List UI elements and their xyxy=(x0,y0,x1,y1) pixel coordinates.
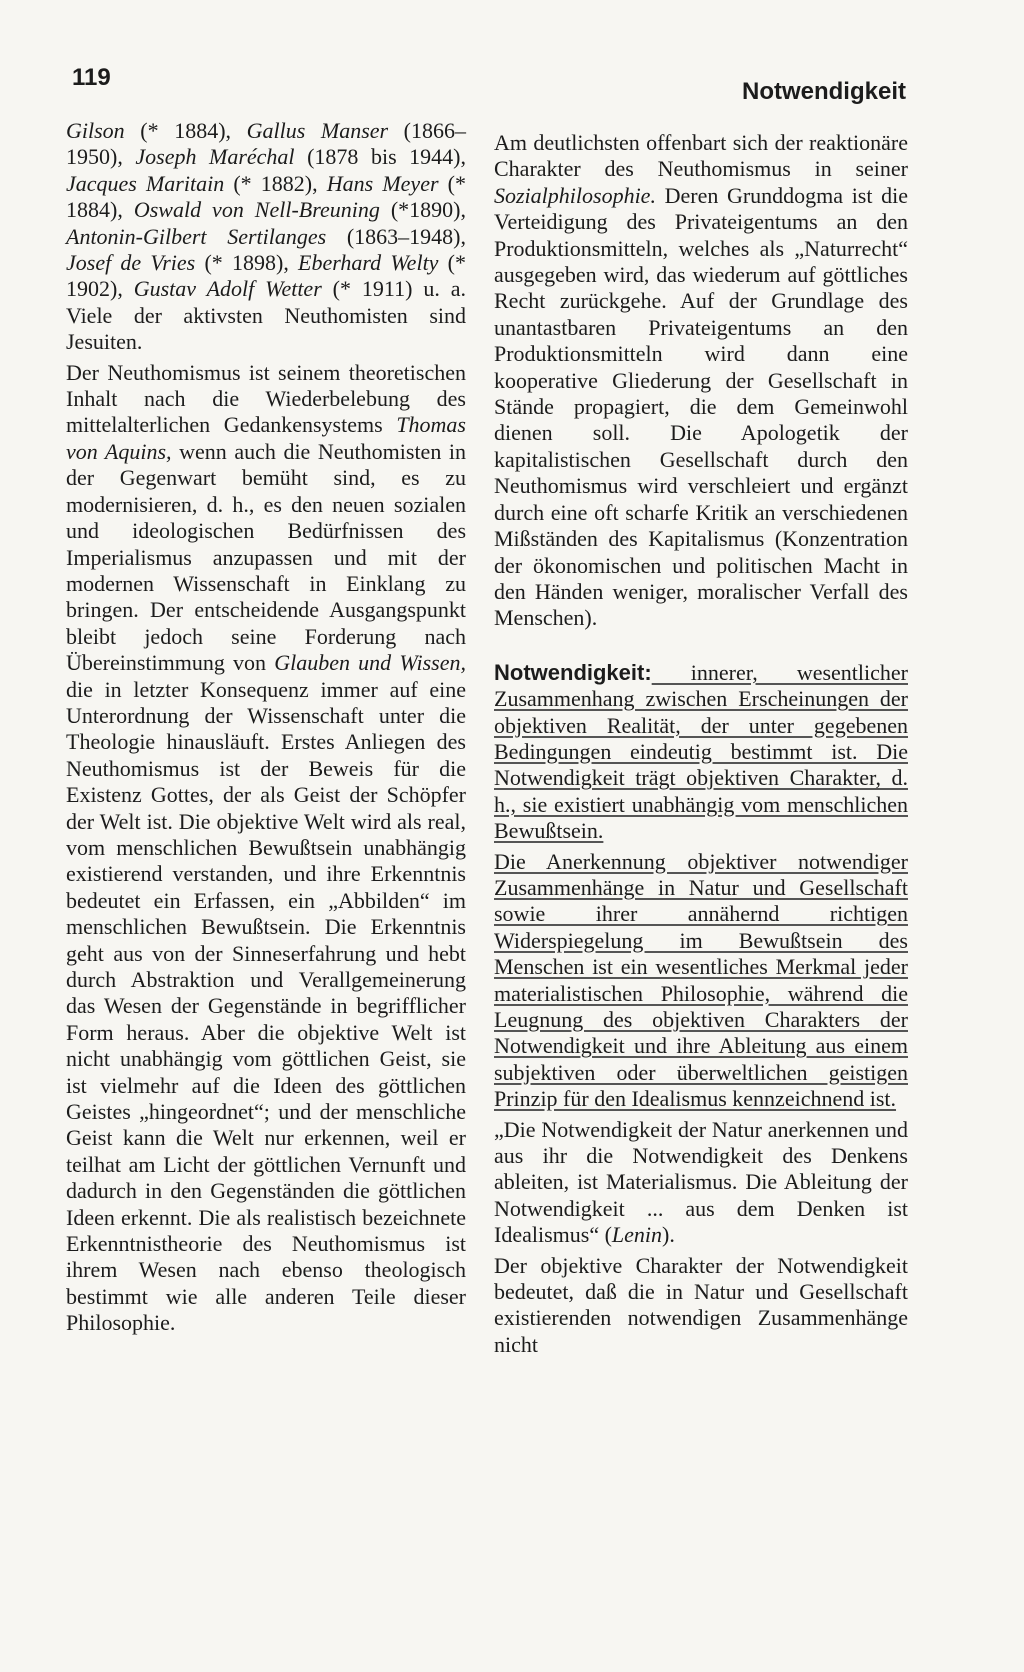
objective-character-paragraph: Der objektive Charakter der Notwendigkeit bedeutet, daß die in Natur und Gesellschaft existierenden notwendigen Zusammenhänge nicht xyxy=(494,1252,908,1357)
page-number: 119 xyxy=(72,64,111,91)
text-run: (* 1882), xyxy=(224,170,327,196)
text-run: Der Neuthomismus ist seinem theoretischen Inhalt nach die Wiederbelebung des mittelalterlichen Gedankensystems xyxy=(66,359,466,438)
quote-text: „Die Notwendigkeit der Natur anerkennen und aus ihr die Notwendigkeit des Denkens ableiten, ist Materialismus. Die Ableitung der Notwendigkeit ... aus dem Denken ist Idealismus“ ( xyxy=(494,1116,908,1248)
running-head: Notwendigkeit xyxy=(741,78,906,105)
text-run: wenn auch die Neuthomisten in der Gegenwart bemüht sind, es zu modernisieren, d. h., es den neuen sozialen und ideologischen Bedürfnissen des Imperialismus anzupassen und mit der modernen Wissenschaft in Einklang zu bringen. Der entscheidende Ausgangspunkt bleibt jedoch seine Forderung nach Übereinstimmung von xyxy=(66,438,466,676)
emphasis: Thomas von Aquins, xyxy=(66,412,466,464)
recognition-paragraph xyxy=(494,849,908,1113)
dictionary-entry xyxy=(494,660,908,845)
emphasis: Glauben und Wissen, xyxy=(274,650,466,676)
text-run: (1878 bis 1944), xyxy=(294,144,467,170)
author-name: Oswald von Nell-Breuning xyxy=(133,197,380,223)
author-name: Gustav Adolf Wetter xyxy=(133,276,322,302)
text-run: (* 1902), xyxy=(66,250,467,302)
text-run: (* 1884), xyxy=(66,170,466,223)
text-run: (1863–1948), xyxy=(326,223,466,249)
left-column xyxy=(66,118,466,1341)
neuthomism-paragraph xyxy=(66,360,466,1337)
text-run: (* 1898), xyxy=(195,250,299,276)
text-run: (*1890), xyxy=(379,197,466,223)
text-run: (* 1884), xyxy=(124,118,247,143)
author-name: Josef de Vries xyxy=(66,250,196,276)
author-name: Gallus Manser xyxy=(246,118,389,143)
author-name: Gilson xyxy=(66,118,125,143)
text-run: ). xyxy=(662,1222,675,1248)
text-run: Die Anerkennung objektiver notwendiger Zusammenhänge in Natur und Gesellschaft sowie ihrer annähernd richtigen Widerspiegelung im Bewußtsein des Menschen ist ein wesentliches Merkmal jeder materialistischen Philosophie, während die Leugnung des objektiven Charakters der Notwendigkeit und ihre Ableitung aus einem subjektiven oder überweltlichen geistigen Prinzip für den Idealismus kennzeichnend ist. xyxy=(494,848,908,1112)
lenin-quote-paragraph xyxy=(494,1117,908,1249)
author-name: Joseph Maréchal xyxy=(135,144,295,170)
text-run: Deren Grunddogma ist die Verteidigung des Privateigentums an den Produktionsmitteln, welches als „Naturrecht“ ausgegeben wird, das wiederum auf göttliches Recht zurückgehe. Auf der Grundlage des unantastbaren Privateigentums an den Produktionsmitteln wird dann eine kooperative Gliederung der Gesellschaft in Stände propagiert, die dem Gemeinwohl dienen soll. Die Apologetik der kapitalistischen Gesellschaft durch den Neuthomismus wird verschleiert und ergänzt durch eine oft scharfe Kritik an verschiedenen Mißständen des Kapitalismus (Konzentration der ökonomischen und politischen Macht in den Händen weniger, moralischer Verfall des Menschen). xyxy=(494,182,908,631)
quote-author: Lenin xyxy=(611,1222,663,1248)
social-philosophy-paragraph xyxy=(494,130,908,632)
author-name: Jacques Maritain xyxy=(66,170,225,196)
text-run: (1866–1950), xyxy=(66,118,467,170)
emphasis: Sozialphilosophie. xyxy=(494,182,656,208)
author-name: Eberhard Welty xyxy=(298,250,439,276)
entry-headword: Notwendigkeit: xyxy=(494,659,652,685)
text-run: die in letzter Konsequenz immer auf eine Unterordnung der Wissenschaft unter die Theologie hinausläuft. Erstes Anliegen des Neuthomismus ist der Beweis für die Existenz Gottes, der als Geist der Schöpfer der Welt ist. Die objektive Welt wird als real, vom menschlichen Bewußtsein unabhängig existierend verstanden, und ihre Erkenntnis bedeutet ein Erfassen, ein „Abbilden“ im menschlichen Bewußtsein. Die Erkenntnis geht aus von der Sinneserfahrung und hebt durch Abstraktion und Verallgemeinerung das Wesen der Gegenstände in begrifflicher Form heraus. Aber die objektive Welt ist nicht unabhängig vom göttlichen Geist, sie ist vielmehr auf die Ideen des göttlichen Geistes „hingeordnet“; und der menschliche Geist kann die Welt nur erkennen, weil er teilhat am Licht der göttlichen Vernunft und dadurch in den Gegenständen die göttlichen Ideen erkennt. Die als realistisch bezeichnete Erkenntnistheorie des Neuthomismus ist ihrem Wesen nach ebenso theologisch bestimmt wie alle anderen Teile dieser Philosophie. xyxy=(66,676,466,1336)
author-name: Hans Meyer xyxy=(326,170,439,196)
text-run: Am deutlichsten offenbart sich der reaktionäre Charakter des Neuthomismus in seiner xyxy=(494,130,908,182)
entry-definition: innerer, wesentlicher Zusammenhang zwischen Erscheinungen der objektiven Realität, der unter gegebenen Bedingungen eindeutig bestimmt ist. Die Notwendigkeit trägt objektiven Charakter, d. h., sie existiert unabhängig vom menschlichen Bewußtsein. xyxy=(494,659,908,844)
right-column xyxy=(494,130,908,1362)
author-list-paragraph xyxy=(66,118,466,356)
author-name: Antonin-Gilbert Sertilanges xyxy=(66,223,327,249)
text-run: (* 1911) u. a. Viele der aktivsten Neuthomisten sind Jesuiten. xyxy=(66,276,466,355)
